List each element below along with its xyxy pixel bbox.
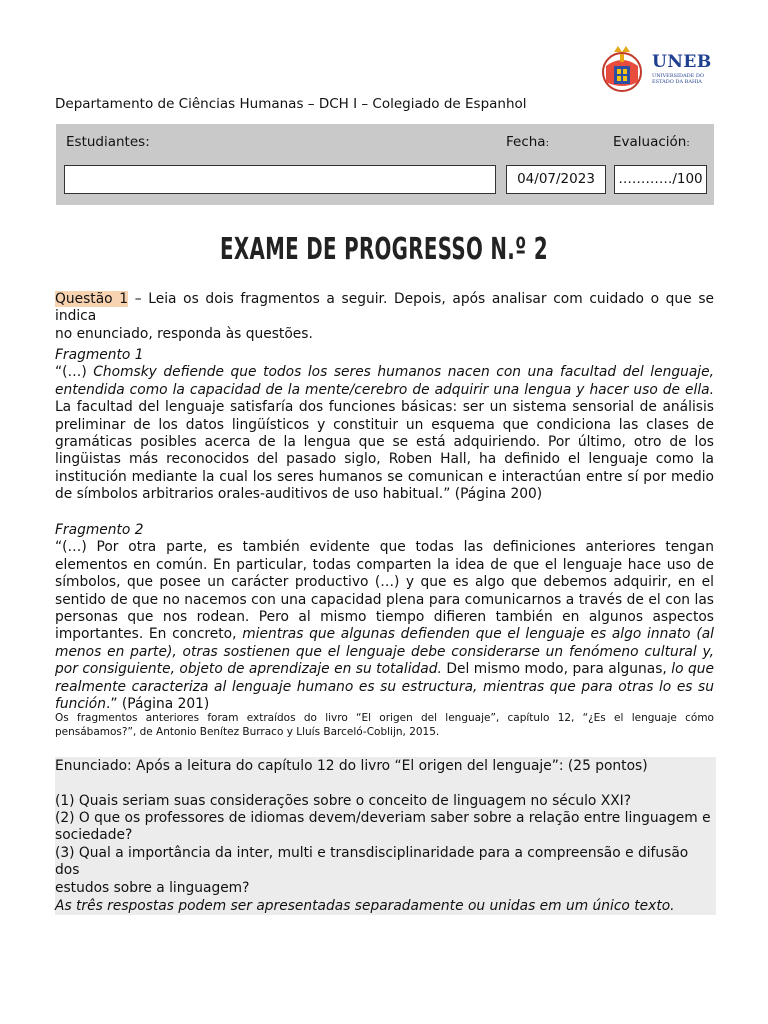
enunciado-question-3: (3) Qual a importância da inter, multi e transdisciplinaridade para a compreensão e difusão dos estudos sobre a linguagem? bbox=[55, 845, 689, 896]
fragment-2-text: “(…) Por otra parte, es también evidente que todas las definiciones anteriores tengan elementos en común. En particular, todas comparten la idea de que el lenguaje hace uso de símbolos, que posee un carácter productivo (…) y que es algo que debemos adquirir, en el sentido de que no nacemos con una capacidad plena para comunicarnos a través de el con las personas que nos rodean. Pero al mismo tiempo difieren también en algunos aspectos importantes. En concreto, mientras que algunas defienden que el lenguaje es algo innato (al menos en parte), otras sostienen que el lenguaje debe considerarse un fenómeno cultural y, por consiguiente, objeto de aprendizaje en su totalidad. Del mismo modo, para algunas, lo que realmente caracteriza al lenguaje humano es su estructura, mientras que para otras lo es su función.” (Página 201) bbox=[55, 539, 714, 713]
question-1: Questão 1 – Leia os dois fragmentos a seguir. Depois, após analisar com cuidado o que se indica no enunciado, responda às questões. bbox=[55, 291, 714, 342]
department-header: Departamento de Ciências Humanas – DCH I – Colegiado de Espanhol bbox=[55, 96, 527, 112]
logo-wordmark: UNEB bbox=[652, 52, 712, 72]
date-label: Fecha: bbox=[506, 134, 549, 150]
question-1-tag: Questão 1 bbox=[55, 291, 129, 307]
score-field[interactable]: …………/100 bbox=[614, 165, 707, 194]
logo-subtitle: UNIVERSIDADE DO ESTADO DA BAHIA bbox=[652, 73, 704, 85]
students-label: Estudiantes: bbox=[66, 134, 150, 150]
enunciado-box bbox=[55, 757, 716, 915]
students-field[interactable] bbox=[64, 165, 496, 194]
university-crest-icon bbox=[596, 42, 648, 92]
date-field[interactable]: 04/07/2023 bbox=[506, 165, 606, 194]
fragment-1 bbox=[55, 347, 714, 504]
evaluation-label: Evaluación: bbox=[613, 134, 690, 150]
student-info-box bbox=[56, 124, 714, 205]
source-note: Os fragmentos anteriores foram extraídos do livro “El origen del lenguaje”, capítulo 12, “¿Es el lenguaje cómo pensábamos?”, de Antonio Benítez Burraco y Lluís Barceló-Coblijn, 2015. bbox=[55, 712, 714, 738]
enunciado-heading: Enunciado: Após a leitura do capítulo 12 do livro “El origen del lenguaje”: (25 pontos) bbox=[55, 758, 648, 774]
exam-title: EXAME DE PROGRESSO N.º 2 bbox=[220, 232, 548, 267]
fragment-2 bbox=[55, 522, 714, 713]
fragment-1-label: Fragmento 1 bbox=[55, 347, 144, 363]
uneb-logo bbox=[596, 42, 714, 92]
enunciado-question-2: (2) O que os professores de idiomas devem/deveriam saber sobre a relação entre linguagem e sociedade? bbox=[55, 810, 711, 844]
enunciado-question-1: (1) Quais seriam suas considerações sobre o conceito de linguagem no século XXI? bbox=[55, 793, 632, 809]
fragment-1-text: “(…) Chomsky defiende que todos los seres humanos nacen con una facultad del lenguaje, entendida como la capacidad de la mente/cerebro de adquirir una lengua y hacer uso de ella. La facultad del lenguaje satisfaría dos funciones básicas: ser un sistema sensorial de análisis preliminar de los datos lingüísticos y constituir un esquema que condiciona las clases de gramáticas posibles acerca de la lengua que se está adquiriendo. Por último, otro de los lingüistas más reconocidos del pasado siglo, Roben Hall, ha definido el lenguaje como la institución mediante la cual los seres humanos se comunican e interactúan entre sí por medio de símbolos arbitrarios orales-auditivos de uso habitual.” (Página 200) bbox=[55, 364, 714, 503]
enunciado-closing: As três respostas podem ser apresentadas separadamente ou unidas em um único texto. bbox=[55, 898, 675, 914]
fragment-2-label: Fragmento 2 bbox=[55, 522, 144, 538]
